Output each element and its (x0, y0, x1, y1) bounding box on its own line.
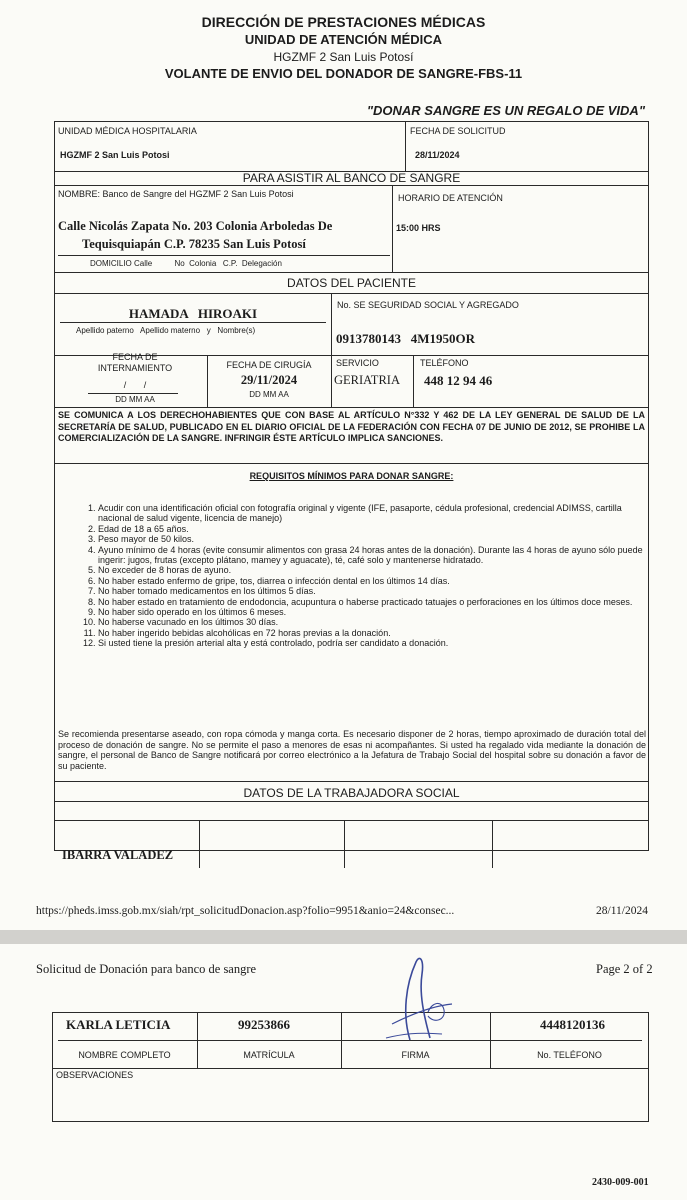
slogan: "DONAR SANGRE ES UN REGALO DE VIDA" (366, 103, 645, 118)
paciente-section-title: DATOS DEL PACIENTE (287, 276, 416, 290)
requisito-item: 1. Acudir con una identificación oficial con fotografía original y vigente (IFE, pasaporte, cédula profesional, credencial ADIMSS, cartilla nacional de salud vigente, licencia de manejo) (98, 503, 648, 524)
telefono-label: TELÉFONO (420, 358, 469, 368)
header-title: DIRECCIÓN DE PRESTACIONES MÉDICAS (201, 14, 486, 30)
requisito-item: 7. No haber tomado medicamentos en los últimos 5 días. (98, 586, 648, 596)
trabajadora-apellidos: IBARRA VALADEZ (62, 848, 174, 862)
print-url: https://pheds.imss.gob.mx/siah/rpt_solicitudDonacion.asp?folio=9951&anio=24&consec... (36, 905, 455, 917)
requisito-item: 6. No haber estado enfermo de gripe, tos, diarrea o infección dental en los últimos 14 días. (98, 576, 648, 586)
caption-telefono: No. TELÉFONO (537, 1050, 602, 1060)
nss-label: No. SE SEGURIDAD SOCIAL Y AGREGADO (337, 300, 519, 310)
banco-section-title: PARA ASISTIR AL BANCO DE SANGRE (242, 171, 461, 185)
page-separator (0, 930, 687, 944)
banco-address-line1: Calle Nicolás Zapata No. 203 Colonia Arboledas De (58, 219, 333, 233)
internamiento-label: FECHA DE INTERNAMIENTO (97, 352, 173, 373)
paciente-name-caption: Apellido paterno Apellido materno y Nombre(s) (76, 326, 256, 335)
legal-notice: SE COMUNICA A LOS DERECHOHABIENTES QUE CON BASE AL ARTÍCULO N°332 Y 462 DE LA LEY GENERAL DE SALUD DE LA SECRETARÍA DE SALUD, PUBLICADO EN EL DIARIO OFICIAL DE LA FEDERACIÓN CON FECHA 07 DE JUNIO DE 2012, SE PROHIBE LA COMERCIALIZACIÓN DE LA SANGRE. INFRINGIR ÉSTE ARTÍCULO IMPLICA SANCIONES. (58, 410, 645, 443)
trabajadora-nombre: KARLA LETICIA (66, 1017, 171, 1032)
caption-firma: FIRMA (401, 1050, 430, 1060)
paciente-name: HAMADA HIROAKI (128, 306, 258, 321)
unidad-value: HGZMF 2 San Luis Potosi (60, 150, 170, 160)
header-hospital: HGZMF 2 San Luis Potosí (273, 50, 414, 64)
requisitos-list (58, 503, 648, 649)
caption-nombre: NOMBRE COMPLETO (78, 1050, 171, 1060)
trabajadora-section-title: DATOS DE LA TRABAJADORA SOCIAL (243, 786, 460, 800)
form-code: 2430-009-001 (592, 1177, 649, 1188)
banco-address-caption: DOMICILIO Calle No Colonia C.P. Delegación (90, 259, 282, 268)
requisito-item: 10. No haberse vacunado en los últimos 30 días. (98, 617, 648, 627)
servicio-value: GERIATRIA (334, 373, 400, 387)
requisitos-footer: Se recomienda presentarse aseado, con ropa cómoda y manga corta. Es necesario disponer de 2 horas, tiempo aproximado de duración total del proceso de donación de sangre. No se permite el paso a menores de esas ni acompañantes. Si usted ha regalado vida mediante la donación de sangre, el personal de Banco de Sangre notificará por correo electrónico a la Jefatura de Trabajo Social del hospital sobre su donación a favor de su paciente. (58, 729, 646, 771)
banco-nombre: NOMBRE: Banco de Sangre del HGZMF 2 San Luis Potosi (58, 189, 294, 199)
requisito-item: 8. No haber estado en tratamiento de endodoncia, acupuntura o haberse practicado tatuajes o perforaciones en los últimos doce meses. (98, 597, 648, 607)
nss-value: 0913780143 4M1950OR (336, 331, 476, 346)
caption-matricula: MATRÍCULA (243, 1050, 295, 1060)
fecha-solicitud-label: FECHA DE SOLICITUD (410, 126, 506, 136)
requisito-item: 3. Peso mayor de 50 kilos. (98, 534, 648, 544)
observaciones-label: OBSERVACIONES (56, 1070, 134, 1080)
cirugia-value: 29/11/2024 (240, 373, 298, 387)
requisito-item: 11. No haber ingerido bebidas alcohólicas en 72 horas previas a la donación. (98, 628, 648, 638)
cirugia-caption: DD MM AA (249, 390, 289, 399)
requisitos-list-wrap (58, 503, 648, 649)
print-page-number: Page 2 of 2 (596, 962, 653, 976)
requisitos-title: REQUISITOS MÍNIMOS PARA DONAR SANGRE: (249, 471, 454, 481)
requisito-item: 5. No exceder de 8 horas de ayuno. (98, 565, 648, 575)
horario-label: HORARIO DE ATENCIÓN (398, 193, 503, 203)
header-form-title: VOLANTE DE ENVIO DEL DONADOR DE SANGRE-FBS-11 (164, 66, 523, 81)
page-two (0, 944, 687, 1200)
internamiento-caption: DD MM AA (115, 395, 155, 404)
servicio-label: SERVICIO (336, 358, 379, 368)
requisito-item: 2. Edad de 18 a 65 años. (98, 524, 648, 534)
header-subtitle: UNIDAD DE ATENCIÓN MÉDICA (244, 32, 443, 47)
signature-image (372, 954, 462, 1044)
requisito-item: 9. No haber sido operado en los últimos 6 meses. (98, 607, 648, 617)
trabajadora-telefono: 4448120136 (540, 1017, 605, 1032)
telefono-value: 448 12 94 46 (424, 373, 493, 388)
print-page-title: Solicitud de Donación para banco de sangre (36, 962, 257, 976)
internamiento-value: / / (123, 380, 147, 390)
fecha-solicitud-value: 28/11/2024 (415, 150, 460, 160)
print-date: 28/11/2024 (596, 905, 648, 917)
requisito-item: 12. Si usted tiene la presión arterial alta y está controlado, podría ser candidato a donación. (98, 638, 648, 648)
horario-value: 15:00 HRS (396, 223, 441, 233)
requisito-item: 4. Ayuno mínimo de 4 horas (evite consumir alimentos con grasa 24 horas antes de la donación). Durante las 4 horas de ayuno sólo puede ingerir: jugos, frutas (excepto plátano, mamey y aguacate), té, café solo y mantenerse hidratado. (98, 545, 648, 566)
unidad-label: UNIDAD MÉDICA HOSPITALARIA (58, 126, 197, 136)
cirugia-label: FECHA DE CIRUGÍA (226, 360, 312, 370)
trabajadora-matricula: 99253866 (238, 1017, 290, 1032)
banco-address-line2: Tequisquiapán C.P. 78235 San Luis Potosí (82, 237, 306, 251)
